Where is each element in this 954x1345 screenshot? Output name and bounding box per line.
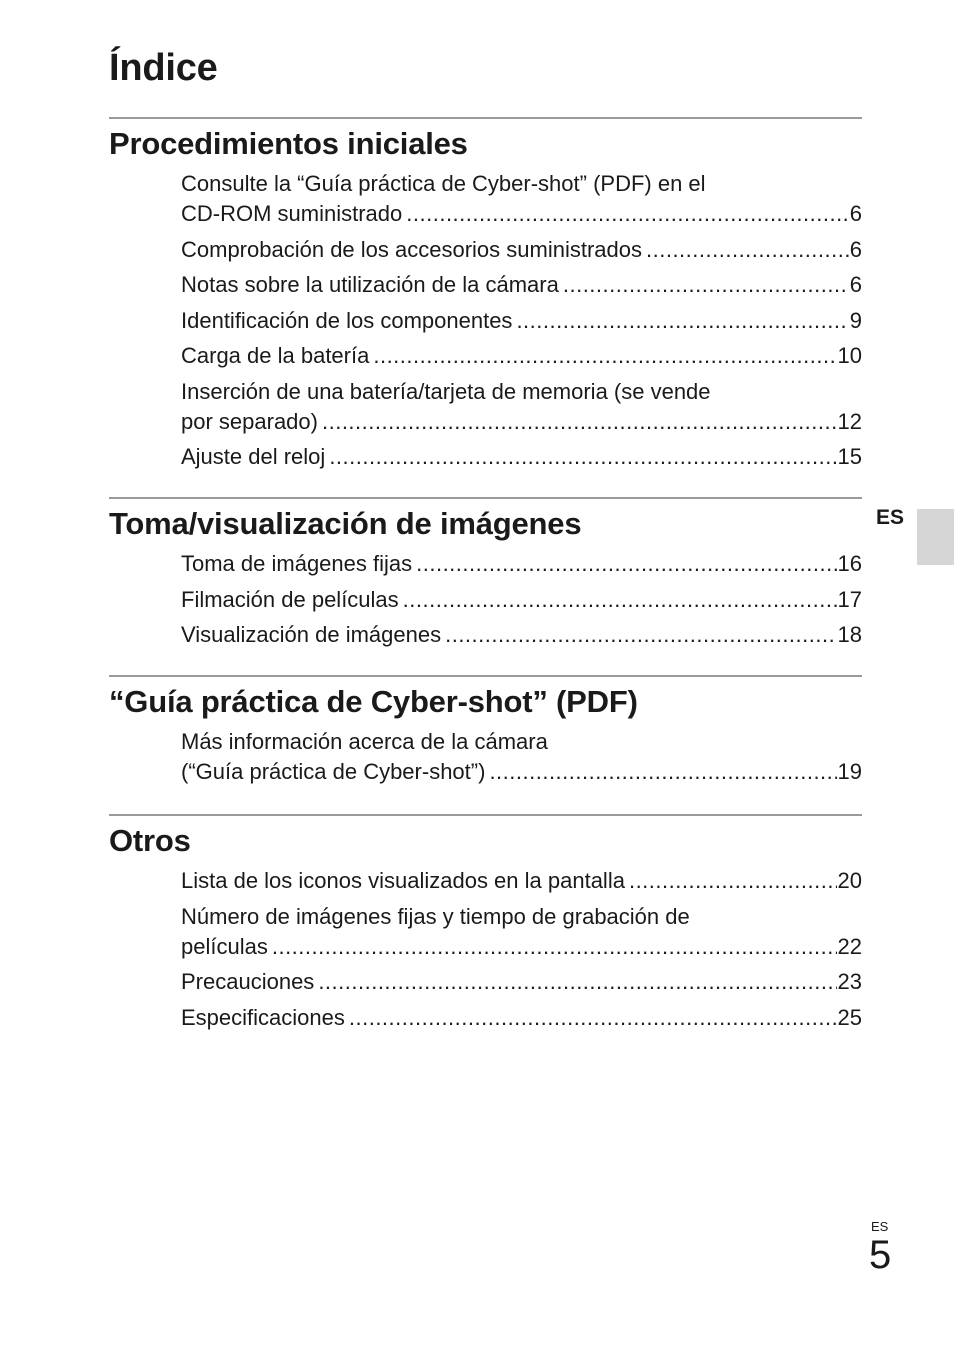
section-divider	[109, 497, 862, 499]
toc-page-number: 22	[837, 933, 862, 959]
toc-page-number: 25	[837, 1004, 862, 1030]
toc-entry-line	[181, 442, 862, 472]
dot-leader	[416, 549, 836, 579]
toc-entry-text: Comprobación de los accesorios suministrados	[181, 236, 642, 262]
dot-leader	[646, 235, 849, 265]
toc-entry-text: Identificación de los componentes	[181, 307, 513, 333]
dot-leader	[563, 270, 849, 300]
toc-entry-text: Ajuste del reloj	[181, 444, 326, 469]
toc-entry[interactable]	[181, 727, 862, 787]
dot-leader	[516, 306, 848, 336]
page-title: Índice	[109, 47, 218, 89]
toc-entry[interactable]	[181, 1003, 862, 1033]
toc-entry-text: películas	[181, 933, 268, 959]
dot-leader	[272, 932, 837, 962]
toc-entry-line	[181, 306, 862, 336]
section-toma-visualizacion	[109, 497, 862, 656]
toc-entry-text: CD-ROM suministrado	[181, 201, 403, 226]
section-otros	[109, 814, 862, 1038]
toc-entry-text: Más información acerca de la cámara	[181, 729, 548, 754]
toc-entry-text: Filmación de películas	[181, 586, 399, 612]
toc-page-number: 19	[837, 759, 862, 784]
toc-page-number: 6	[849, 236, 862, 262]
toc-entry-text: Toma de imágenes fijas	[181, 551, 413, 576]
section-procedimientos-iniciales	[109, 117, 862, 478]
toc-entry[interactable]	[181, 549, 862, 579]
toc-page-number: 6	[849, 201, 862, 226]
dot-leader	[629, 866, 837, 896]
section-heading: Toma/visualización de imágenes	[109, 506, 582, 541]
toc-entry-text: Especificaciones	[181, 1004, 345, 1030]
toc-entry[interactable]	[181, 169, 862, 229]
section-heading: Otros	[109, 823, 191, 858]
toc-entry-text: Visualización de imágenes	[181, 622, 442, 647]
toc-entry-line	[181, 199, 862, 229]
dot-leader	[403, 585, 837, 615]
toc-entry-text: por separado)	[181, 408, 318, 434]
toc-page-number: 10	[837, 343, 862, 368]
toc-entry-text: (“Guía práctica de Cyber-shot”)	[181, 759, 486, 784]
dot-leader	[489, 757, 836, 787]
dot-leader	[445, 620, 836, 650]
toc-entry-line	[181, 967, 862, 997]
toc-entry[interactable]	[181, 866, 862, 896]
toc-page-number: 18	[837, 622, 862, 647]
toc-entry[interactable]	[181, 306, 862, 336]
toc-entry-line	[181, 932, 862, 962]
toc-entry-line	[181, 549, 862, 579]
toc-entry-line	[181, 866, 862, 896]
toc-entry-line	[181, 620, 862, 650]
section-guia-practica-pdf	[109, 675, 862, 793]
toc-entry[interactable]	[181, 620, 862, 650]
toc-entry[interactable]	[181, 377, 862, 437]
toc-entry-text: Inserción de una batería/tarjeta de memoria (se vende	[181, 378, 711, 404]
section-divider	[109, 675, 862, 677]
language-tab-label: ES	[876, 506, 905, 529]
dot-leader	[373, 341, 836, 371]
toc-list	[109, 866, 862, 1033]
toc-entry[interactable]	[181, 902, 862, 962]
toc-page-number: 16	[837, 551, 862, 576]
toc-page-number: 17	[837, 586, 862, 612]
toc-entry-text: Carga de la batería	[181, 343, 370, 368]
toc-entry-text: Consulte la “Guía práctica de Cyber-shot” (PDF) en el	[181, 171, 706, 196]
toc-page-number: 15	[837, 444, 862, 469]
toc-entry-line	[181, 585, 862, 615]
toc-page-number: 9	[849, 307, 862, 333]
toc-page-number: 20	[837, 868, 862, 893]
toc-entry[interactable]	[181, 585, 862, 615]
toc-list	[109, 169, 862, 472]
dot-leader	[318, 967, 836, 997]
toc-entry-text: Notas sobre la utilización de la cámara	[181, 272, 559, 297]
toc-page-number: 6	[849, 272, 862, 297]
toc-entry[interactable]	[181, 967, 862, 997]
toc-entry-line	[181, 235, 862, 265]
page-language-code: ES	[871, 1219, 889, 1234]
toc-page-number: 23	[837, 969, 862, 994]
toc-entry-line	[181, 757, 862, 787]
toc-list	[109, 727, 862, 787]
toc-list	[109, 549, 862, 650]
section-heading: “Guía práctica de Cyber-shot” (PDF)	[109, 684, 638, 719]
dot-leader	[349, 1003, 837, 1033]
dot-leader	[329, 442, 836, 472]
language-tab	[917, 509, 954, 565]
toc-entry-line	[181, 407, 862, 437]
section-divider	[109, 814, 862, 816]
toc-entry-text: Lista de los iconos visualizados en la pantalla	[181, 868, 625, 893]
page-number: 5	[869, 1233, 892, 1277]
toc-entry-line	[181, 1003, 862, 1033]
section-divider	[109, 117, 862, 119]
toc-page-number: 12	[837, 408, 862, 434]
toc-entry[interactable]	[181, 270, 862, 300]
toc-entry-text: Número de imágenes fijas y tiempo de grabación de	[181, 903, 690, 929]
dot-leader	[406, 199, 848, 229]
toc-entry-line	[181, 270, 862, 300]
dot-leader	[322, 407, 837, 437]
toc-entry[interactable]	[181, 341, 862, 371]
section-heading: Procedimientos iniciales	[109, 126, 468, 161]
toc-entry-line	[181, 341, 862, 371]
toc-entry[interactable]	[181, 442, 862, 472]
toc-entry-text: Precauciones	[181, 969, 315, 994]
toc-entry[interactable]	[181, 235, 862, 265]
